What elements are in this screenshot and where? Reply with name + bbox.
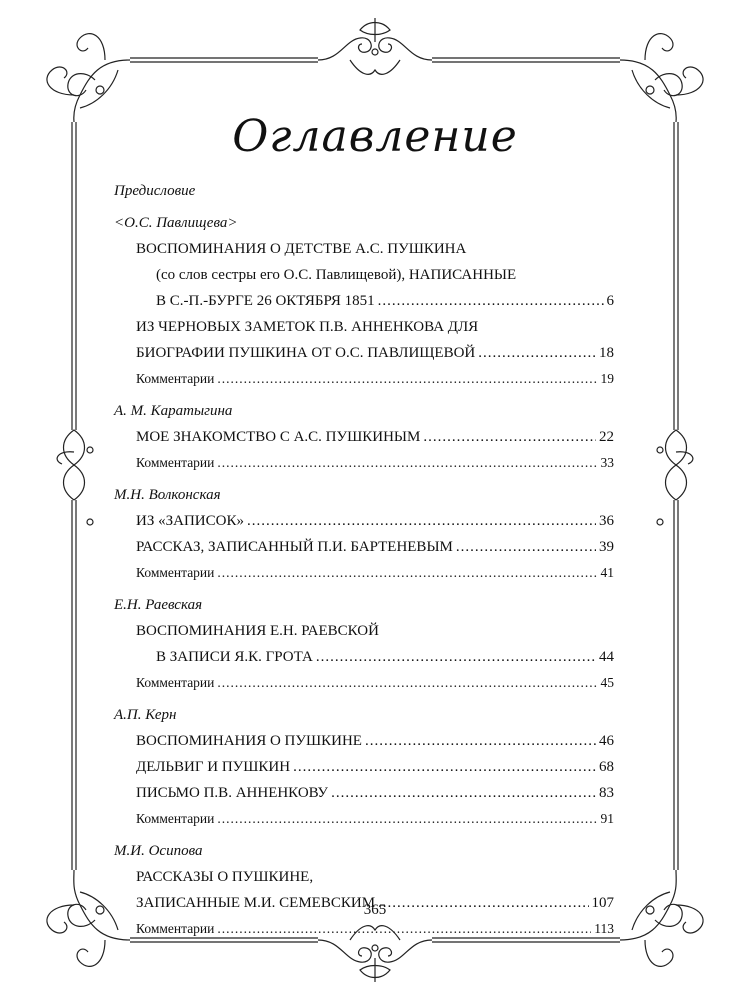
toc-entry-title: (со слов сестры его О.С. Павлищевой), НАПИСАННЫЕ bbox=[156, 267, 517, 283]
toc-comments-entry[interactable] bbox=[114, 366, 614, 392]
toc-leader-dots bbox=[217, 366, 597, 392]
toc-page-number: 39 bbox=[599, 539, 614, 555]
toc-entry-title: В С.-П.-БУРГЕ 26 ОКТЯБРЯ 1851 bbox=[156, 293, 375, 309]
toc-entry bbox=[114, 314, 614, 340]
toc-author-heading: Предисловие bbox=[114, 183, 196, 199]
corner-ornament-top-right bbox=[620, 34, 703, 122]
toc-page-number: 33 bbox=[600, 455, 614, 470]
toc-leader-dots bbox=[365, 728, 596, 754]
toc-entry-title: ПИСЬМО П.В. АННЕНКОВУ bbox=[136, 785, 329, 801]
toc-section bbox=[114, 398, 614, 476]
page-number: 365 bbox=[363, 902, 387, 918]
toc-entry-title: Комментарии bbox=[136, 371, 215, 386]
page-title: Оглавление bbox=[232, 111, 518, 163]
toc-entry[interactable] bbox=[114, 508, 614, 534]
toc-entry[interactable] bbox=[114, 780, 614, 806]
toc-comments-entry[interactable] bbox=[114, 560, 614, 586]
toc-page-number: 19 bbox=[600, 371, 614, 386]
toc-entry-title: ИЗ ЧЕРНОВЫХ ЗАМЕТОК П.В. АННЕНКОВА ДЛЯ bbox=[136, 319, 479, 335]
toc-entry-title: БИОГРАФИИ ПУШКИНА ОТ О.С. ПАВЛИЩЕВОЙ bbox=[136, 345, 476, 361]
toc-author-heading: А.П. Керн bbox=[114, 707, 177, 723]
toc-author-heading: М.Н. Волконская bbox=[114, 487, 221, 503]
toc-entry[interactable] bbox=[114, 754, 614, 780]
toc-leader-dots bbox=[217, 450, 597, 476]
toc-leader-dots bbox=[316, 644, 596, 670]
toc-page-number: 107 bbox=[591, 895, 614, 911]
toc-page-number: 113 bbox=[594, 921, 614, 936]
toc-entry bbox=[114, 864, 614, 890]
toc-comments-entry[interactable] bbox=[114, 916, 614, 942]
toc-entry[interactable] bbox=[114, 534, 614, 560]
toc-entry-title: ВОСПОМИНАНИЯ О ПУШКИНЕ bbox=[136, 733, 362, 749]
toc-leader-dots bbox=[293, 754, 596, 780]
toc-entry[interactable] bbox=[114, 644, 614, 670]
toc-leader-dots bbox=[247, 508, 596, 534]
toc-entry[interactable] bbox=[114, 424, 614, 450]
toc-section bbox=[114, 592, 614, 696]
toc-leader-dots bbox=[217, 670, 597, 696]
toc-entry bbox=[114, 262, 614, 288]
left-side-ornament bbox=[57, 430, 93, 525]
toc-comments-entry[interactable] bbox=[114, 450, 614, 476]
toc-author-heading: Е.Н. Раевская bbox=[114, 597, 203, 613]
toc-entry-title: ДЕЛЬВИГ И ПУШКИН bbox=[136, 759, 291, 775]
top-center-ornament bbox=[318, 18, 432, 74]
toc-leader-dots bbox=[217, 560, 597, 586]
toc-section bbox=[114, 838, 614, 942]
toc-page-number: 36 bbox=[599, 513, 614, 529]
right-side-ornament bbox=[657, 430, 693, 525]
toc-section bbox=[114, 482, 614, 586]
toc-section bbox=[114, 702, 614, 832]
toc-section bbox=[114, 210, 614, 392]
toc-leader-dots bbox=[478, 340, 596, 366]
toc-entry-title: Комментарии bbox=[136, 455, 215, 470]
toc-entry-title: ВОСПОМИНАНИЯ Е.Н. РАЕВСКОЙ bbox=[136, 623, 379, 639]
toc-entry-title: РАССКАЗЫ О ПУШКИНЕ, bbox=[136, 869, 314, 885]
toc-entry-title: МОЕ ЗНАКОМСТВО С А.С. ПУШКИНЫМ bbox=[136, 429, 421, 445]
toc-author-heading: М.И. Осипова bbox=[114, 843, 203, 859]
toc-author-heading: <О.С. Павлищева> bbox=[114, 215, 238, 231]
toc-entry bbox=[114, 236, 614, 262]
toc-entry-title: В ЗАПИСИ Я.К. ГРОТА bbox=[156, 649, 313, 665]
table-of-contents bbox=[114, 172, 614, 944]
toc-section bbox=[114, 178, 614, 204]
toc-comments-entry[interactable] bbox=[114, 670, 614, 696]
toc-page-number: 46 bbox=[599, 733, 614, 749]
toc-leader-dots bbox=[378, 288, 604, 314]
toc-entry-title: ЗАПИСАННЫЕ М.И. СЕМЕВСКИМ bbox=[136, 895, 376, 911]
toc-page-number: 41 bbox=[600, 565, 614, 580]
toc-entry-title: Комментарии bbox=[136, 811, 215, 826]
toc-comments-entry[interactable] bbox=[114, 806, 614, 832]
toc-page-number: 6 bbox=[606, 293, 614, 309]
toc-page-number: 45 bbox=[600, 675, 614, 690]
toc-page-number: 22 bbox=[599, 429, 614, 445]
toc-entry[interactable] bbox=[114, 340, 614, 366]
toc-entry[interactable] bbox=[114, 288, 614, 314]
toc-leader-dots bbox=[217, 806, 597, 832]
toc-page-number: 68 bbox=[599, 759, 614, 775]
toc-page-number: 91 bbox=[600, 811, 614, 826]
toc-entry-title: Комментарии bbox=[136, 675, 215, 690]
toc-entry bbox=[114, 618, 614, 644]
toc-leader-dots bbox=[423, 424, 596, 450]
toc-page-number: 83 bbox=[599, 785, 614, 801]
toc-entry-title: Комментарии bbox=[136, 565, 215, 580]
toc-entry-title: РАССКАЗ, ЗАПИСАННЫЙ П.И. БАРТЕНЕВЫМ bbox=[136, 539, 453, 555]
toc-leader-dots bbox=[456, 534, 596, 560]
toc-entry-title: ИЗ «ЗАПИСОК» bbox=[136, 513, 244, 529]
corner-ornament-top-left bbox=[47, 34, 130, 122]
toc-author-heading: А. М. Каратыгина bbox=[114, 403, 233, 419]
toc-page-number: 44 bbox=[599, 649, 614, 665]
toc-leader-dots bbox=[217, 916, 591, 942]
toc-entry-title: ВОСПОМИНАНИЯ О ДЕТСТВЕ А.С. ПУШКИНА bbox=[136, 241, 467, 257]
toc-entry[interactable] bbox=[114, 728, 614, 754]
toc-leader-dots bbox=[331, 780, 596, 806]
toc-entry-title: Комментарии bbox=[136, 921, 215, 936]
toc-page-number: 18 bbox=[599, 345, 614, 361]
